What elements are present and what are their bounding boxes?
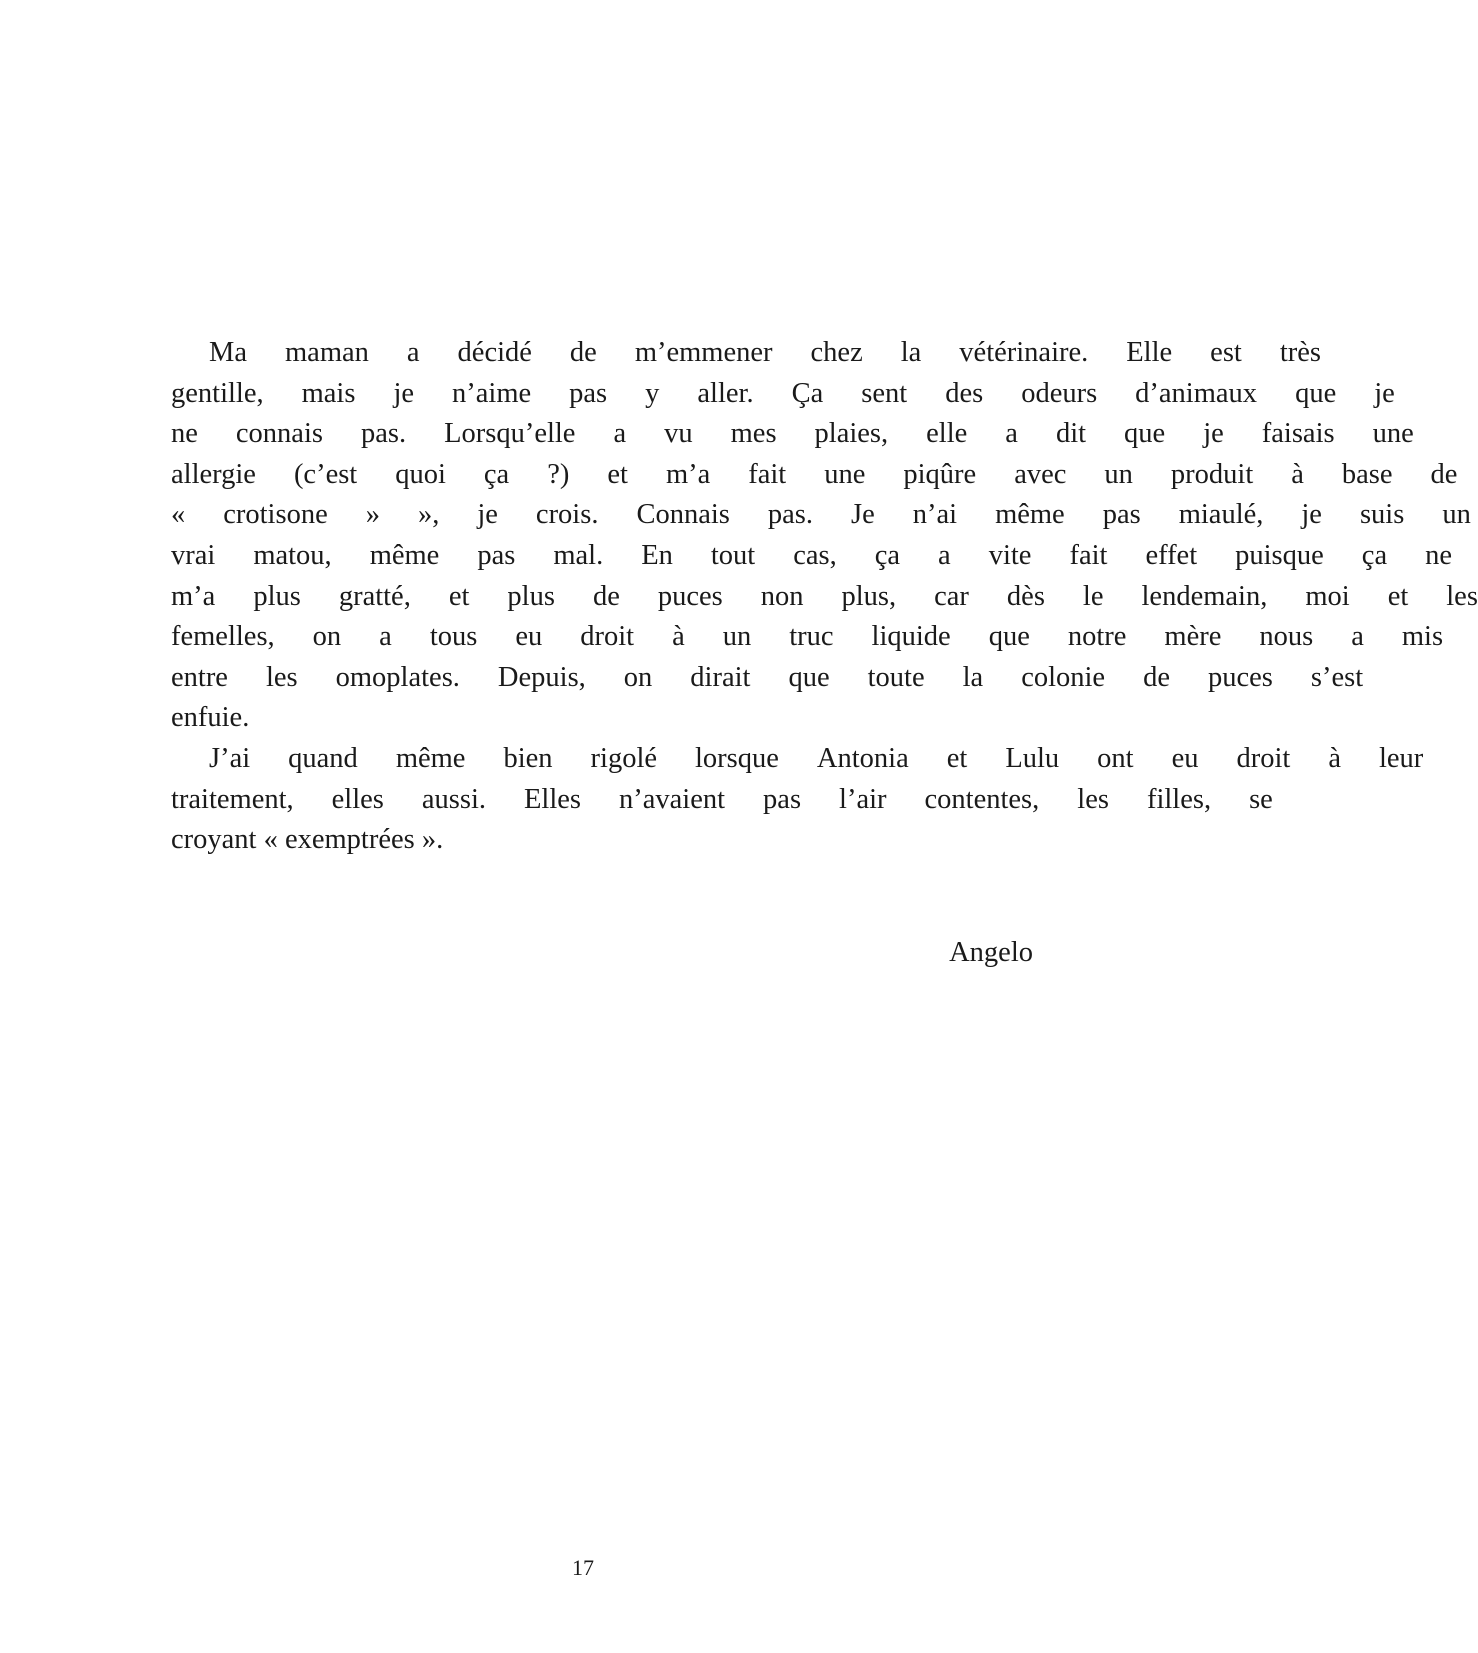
text-line: enfuie. <box>171 702 250 734</box>
text-line: vrai matou, même pas mal. En tout cas, ça a vite fait effet puisque ça ne <box>171 539 1453 571</box>
text-line: entre les omoplates. Depuis, on dirait que toute la colonie de puces s’est <box>171 661 1364 693</box>
text-line: traitement, elles aussi. Elles n’avaient pas l’air contentes, les filles, se <box>171 783 1273 815</box>
paragraph <box>133 333 1478 739</box>
text-line: Ma maman a décidé de m’emmener chez la vétérinaire. Elle est très <box>209 337 1321 368</box>
signature: Angelo <box>949 937 1033 968</box>
text-line: gentille, mais je n’aime pas y aller. Ça sent des odeurs d’animaux que je <box>171 377 1395 409</box>
text-line: J’ai quand même bien rigolé lorsque Antonia et Lulu ont eu droit à leur <box>209 742 1424 774</box>
text-line: allergie (c’est quoi ça ?) et m’a fait une piqûre avec un produit à base de <box>171 458 1458 490</box>
body-text <box>133 333 1478 861</box>
text-line: m’a plus gratté, et plus de puces non plus, car dès le lendemain, moi et les <box>171 580 1478 612</box>
text-line: ne connais pas. Lorsqu’elle a vu mes plaies, elle a dit que je faisais une <box>171 418 1414 450</box>
text-line: croyant « exemptrées ». <box>171 824 444 856</box>
text-line: « crotisone » », je crois. Connais pas. Je n’ai même pas miaulé, je suis un <box>171 499 1471 531</box>
page-number: 17 <box>572 1555 594 1580</box>
paragraph <box>133 739 1424 861</box>
text-line: femelles, on a tous eu droit à un truc liquide que notre mère nous a mis <box>171 621 1444 653</box>
